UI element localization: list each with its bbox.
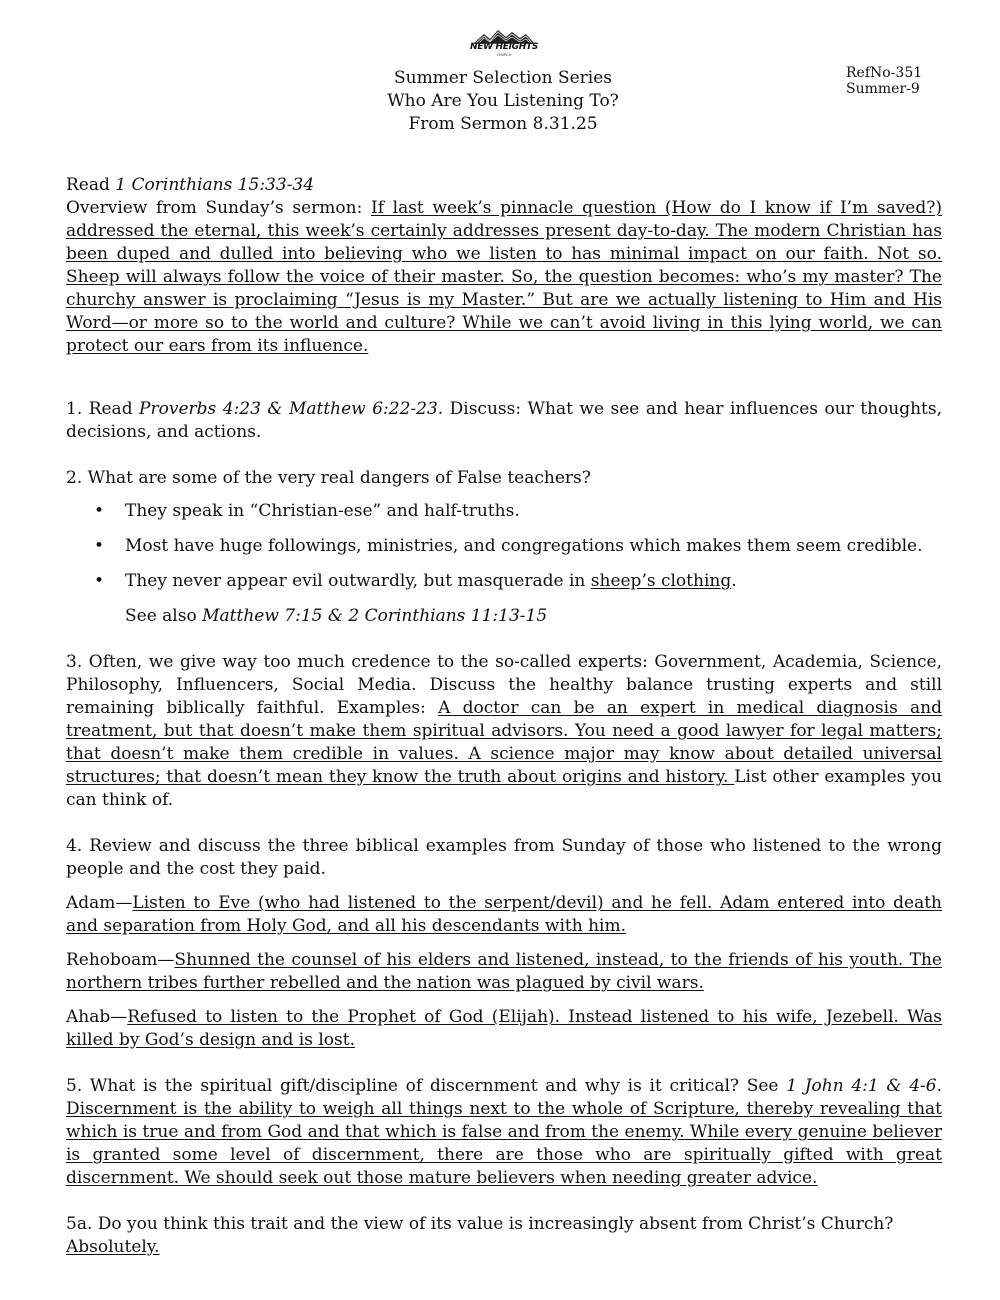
list-item (125, 570, 942, 593)
q3-suffix: List other examples you can think of. (66, 767, 942, 810)
example-answer: Listen to Eve (who had listened to the serpent/devil) and he fell. Adam entered into death and separation from Holy God, and all his descendants with him. (66, 893, 942, 936)
logo-text: NEW HEIGHTS (470, 42, 539, 52)
example-name: Rehoboam— (66, 950, 175, 970)
question-3 (66, 651, 942, 812)
document-header (300, 67, 706, 136)
example-ahab (66, 1006, 942, 1052)
see-also-line (66, 605, 942, 628)
series-title: Summer Selection Series (393, 68, 613, 88)
question-4 (66, 835, 942, 1052)
question-1 (66, 398, 942, 444)
overview-label: Overview from Sunday’s sermon: (66, 198, 371, 218)
scripture-reference: 1 Corinthians 15:33-34 (115, 175, 315, 195)
q5-text: 5. What is the spiritual gift/discipline of discernment and why is it critical? See (66, 1076, 787, 1096)
q1-prefix: 1. Read (66, 399, 140, 419)
q1-reference: Proverbs 4:23 & Matthew 6:22-23. (139, 399, 444, 419)
q5a-answer: Absolutely. (66, 1237, 160, 1257)
q3-text: 3. Often, we give way too much credence to the so-called experts: Government, Academia, Science, Philosophy, Influencers, Social Media. Discuss the healthy balance trusting experts and still remaining biblically faithful. Examples: (66, 652, 942, 718)
q5-answer: Discernment is the ability to weigh all things next to the whole of Scripture, thereby revealing that which is true and from God and that which is false and from the enemy. While every genuine believer is granted some level of discernment, there are those who are spiritually gifted with great discernment. We should seek out those mature believers when needing greater advice. (66, 1099, 942, 1188)
q1-text: Discuss: What we see and hear influences our thoughts, decisions, and actions. (66, 399, 942, 442)
ref-number: RefNo-351 (846, 65, 923, 81)
overview-answer: If last week’s pinnacle question (How do I know if I’m saved?) addressed the eternal, this week’s certainly addresses present day-to-day. The modern Christian has been duped and dulled into believing who we listen to has minimal impact on our faith. Not so. Sheep will always follow the voice of their master. So, the question becomes: who’s my master? The churchy answer is proclaiming “Jesus is my Master.” But are we actually listening to Him and His Word—or more so to the world and culture? While we can’t avoid living in this lying world, we can protect our ears from its influence. (66, 198, 942, 356)
overview-paragraph (66, 197, 942, 358)
question-2 (66, 467, 942, 628)
q2-text: 2. What are some of the very real dangers of False teachers? (66, 468, 591, 488)
read-label: Read (66, 175, 116, 195)
q5-ref-suffix: . (936, 1076, 942, 1096)
ref-series: Summer-9 (846, 81, 920, 97)
intro-section (66, 174, 942, 358)
example-name: Ahab— (66, 1007, 128, 1027)
bullet-text: They never appear evil outwardly, but masquerade in (125, 571, 591, 591)
example-adam (66, 892, 942, 938)
see-also-label: See also (125, 606, 203, 626)
example-answer: Refused to listen to the Prophet of God (Elijah). Instead listened to his wife, Jezebell. Was killed by God’s design and is lost. (66, 1007, 942, 1050)
q3-answer: A doctor can be an expert in medical diagnosis and treatment, but that doesn’t make them spiritual advisors. You need a good lawyer for legal matters; that doesn’t make them credible in values. A science major may know about detailed universal structures; that doesn’t mean they know the truth about origins and history. (66, 698, 943, 787)
list-item: • They speak in “Christian-ese” and half-truths. (125, 500, 942, 523)
q4-text: 4. Review and discuss the three biblical examples from Sunday of those who listened to the wrong people and the cost they paid. (66, 836, 942, 879)
example-answer: Shunned the counsel of his elders and listened, instead, to the friends of his youth. The northern tribes further rebelled and the nation was plagued by civil wars. (66, 950, 942, 993)
document-body (66, 174, 942, 1259)
bullet-suffix: . (731, 571, 737, 591)
question-5 (66, 1075, 942, 1190)
church-logo (470, 28, 538, 60)
list-item: • Most have huge followings, ministries, and congregations which makes them seem credible. (125, 535, 942, 558)
see-also-references: Matthew 7:15 & 2 Corinthians 11:13-15 (202, 606, 548, 626)
logo-subtext: CHURCH (496, 53, 512, 57)
q5-reference: 1 John 4:1 & 4-6 (786, 1076, 937, 1096)
q2-bullet-list (66, 500, 942, 593)
example-name: Adam— (66, 893, 133, 913)
example-rehoboam (66, 949, 942, 995)
lesson-title: Who Are You Listening To? (387, 91, 619, 111)
reference-box (846, 65, 936, 97)
bullet-answer: sheep’s clothing (590, 571, 732, 591)
q5a-text: 5a. Do you think this trait and the view of its value is increasingly absent from Christ’s Church? (66, 1214, 905, 1234)
sermon-date: From Sermon 8.31.25 (408, 114, 598, 134)
question-5a (66, 1213, 942, 1259)
read-line (66, 174, 942, 197)
